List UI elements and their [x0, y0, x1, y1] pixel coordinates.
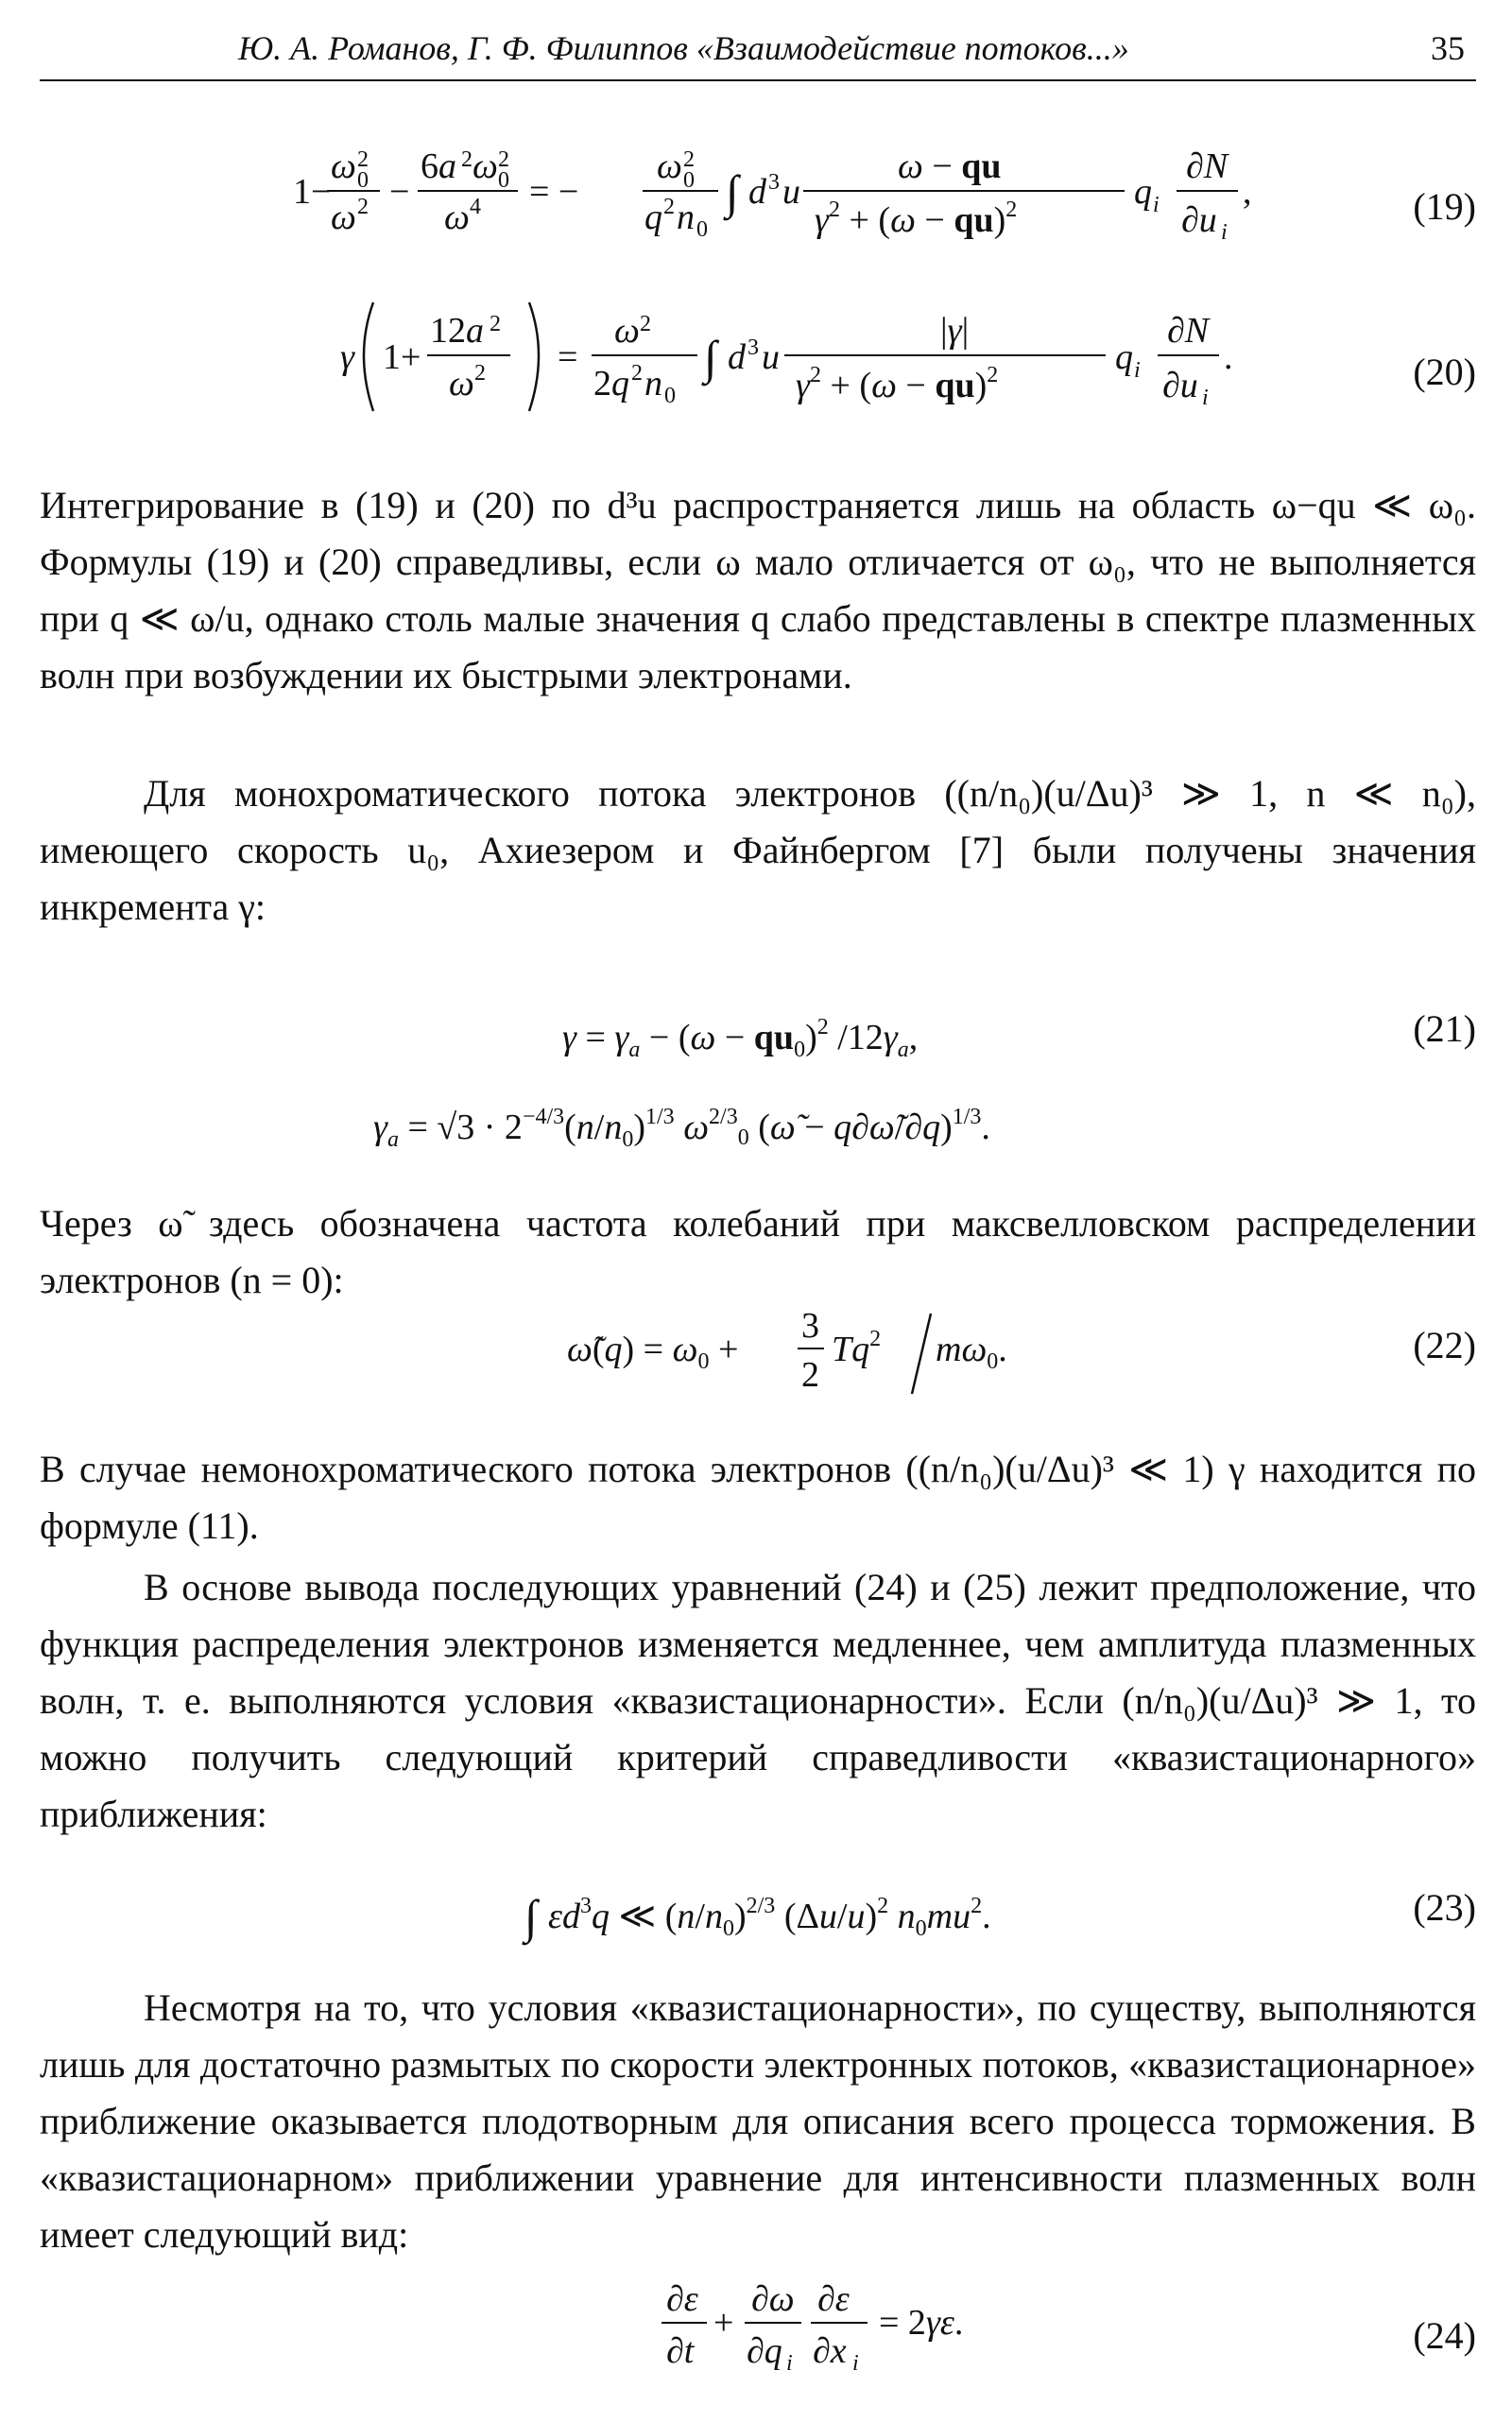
equation-22-formula — [0, 1299, 1512, 1403]
svg-text:∫: ∫ — [704, 331, 717, 384]
equation-20 — [0, 293, 1512, 416]
svg-text:2: 2 — [474, 361, 486, 386]
svg-text:3: 3 — [801, 1306, 819, 1346]
paragraph-5: В основе вывода последующих уравнений (24) и (25) лежит предположение, что функция распределения электронов изменяется медленнее, чем амплитуда плазменных волн, т. е. выполняются условия «квазистационарности». Если (n/n₀)(u/Δu)³ ≫ 1, то можно получить следующий критерий справедливости «квазистационарного» приближения: — [40, 1566, 1476, 1835]
svg-text:γ2 + (ω − qu)2: $\gamma^2 + (\omega - qu)^2$ — [796, 363, 999, 405]
svg-text:0: 0 — [664, 384, 676, 408]
svg-text:ω: ω — [614, 311, 640, 351]
svg-text:i: i — [786, 2351, 793, 2376]
svg-text:∂q: ∂q — [747, 2331, 782, 2371]
equation-19-formula — [0, 132, 1512, 246]
svg-text:3: 3 — [747, 335, 759, 360]
svg-text:1+: 1+ — [383, 337, 421, 377]
svg-text:2: 2 — [357, 195, 369, 219]
svg-text:2: 2 — [631, 361, 643, 386]
svg-text:2: 2 — [498, 147, 509, 172]
svg-text:γ: γ — [340, 337, 354, 377]
svg-text:i: i — [1202, 386, 1209, 410]
svg-text:6a: 6a — [421, 146, 456, 186]
svg-text:|γ|: |γ| — [940, 311, 970, 351]
svg-text:0: 0 — [498, 168, 509, 193]
svg-text:2: 2 — [490, 312, 501, 336]
svg-text:γ2 + (ω − qu)2: $\gamma^2 + (\omega - qu)^2$ — [815, 198, 1018, 240]
svg-text:+: + — [713, 2303, 734, 2343]
svg-text:∂ε: ∂ε — [666, 2279, 698, 2319]
page-number: 35 — [1431, 29, 1465, 67]
svg-text:2: 2 — [663, 195, 675, 219]
svg-text:q: q — [1134, 172, 1152, 212]
svg-text:2: 2 — [683, 147, 695, 172]
svg-text:ω̃(q) = ω0 +: ω̃(q) = $\omega_0$ + — [567, 1330, 739, 1374]
svg-text:u: u — [762, 337, 780, 377]
equation-21-formula — [0, 997, 1512, 1073]
equation-21b — [0, 1087, 1512, 1162]
svg-text:γ = γa − (ω − qu0)2 /12γa,: $\gamma = \gamma_a - (\omega - qu_0)^2$ $/12\gamma_a$, — [562, 1015, 919, 1062]
svg-text:2: 2 — [640, 312, 651, 336]
svg-text:−: − — [389, 172, 410, 212]
equation-19-number: (19) — [1413, 185, 1476, 228]
equation-20-formula — [0, 293, 1512, 416]
svg-text:n: n — [644, 364, 662, 404]
svg-text:4: 4 — [470, 195, 481, 219]
svg-text:1−: 1− — [293, 172, 332, 212]
equation-23-number: (23) — [1413, 1886, 1476, 1929]
svg-text:12a: 12a — [430, 311, 484, 351]
paragraph-3: Через ω̃ здесь обозначена частота колебаний при максвелловском распределении электронов (n = 0): — [40, 1202, 1476, 1301]
svg-text:q: q — [1115, 337, 1133, 377]
svg-text:∂t: ∂t — [666, 2331, 695, 2371]
svg-text:n: n — [677, 198, 695, 237]
equation-24-formula — [0, 2268, 1512, 2381]
svg-text:=: = — [558, 337, 578, 377]
svg-text:∂u: ∂u — [1181, 200, 1217, 240]
paragraph-2: Для монохроматического потока электронов ((n/n₀)(u/Δu)³ ≫ 1, n ≪ n₀), имеющего скорость u₀, Ахиезером и Файнбергом [7] были получены значения инкремента γ: — [40, 772, 1476, 928]
svg-text:.: . — [1224, 337, 1233, 377]
svg-text:= 2γε.: = 2γε. — [879, 2303, 964, 2343]
running-title: Ю. А. Романов, Г. Ф. Филиппов «Взаимодействие потоков...» — [238, 29, 1129, 67]
paragraph-6: Несмотря на то, что условия «квазистационарности», по существу, выполняются лишь для достаточно размытых по скорости электронных потоков, «квазистационарное» приближение оказывается плодотворным для описания всего процесса торможения. В «квазистационарном» приближении уравнение для интенсивности плазменных волн имеет следующий вид: — [40, 1986, 1476, 2256]
paragraph-4: В случае немонохроматического потока электронов ((n/n₀)(u/Δu)³ ≪ 1) γ находится по формуле (11). — [40, 1448, 1476, 1547]
svg-text:0: 0 — [696, 217, 708, 242]
equation-22-number: (22) — [1413, 1324, 1476, 1366]
equation-19 — [0, 132, 1512, 246]
equation-24 — [0, 2268, 1512, 2381]
svg-text:ω: ω — [331, 198, 356, 237]
paragraph-1: Интегрирование в (19) и (20) по d³u распространяется лишь на область ω−qu ≪ ω₀. Формулы (19) и (20) справедливы, если ω мало отличается от ω₀, что не выполняется при q ≪ ω/u, однако столь малые значения q слабо представлены в спектре плазменных волн при возбуждении их быстрыми электронами. — [40, 484, 1476, 696]
svg-text:γa = √3 · 2−4/3(n/n0)1/3 ω2/30: $\gamma_a = √3 \cdot 2^{-4/3}(n/n_0)^{1/3}$ $\omega^{2/3}_0$ (ω̃ − q∂ω̃/∂q)$^{1/3}$. — [373, 1105, 990, 1152]
svg-text:ω − qu: ω − qu — [898, 146, 1002, 186]
svg-text:∂N: ∂N — [1186, 146, 1228, 186]
svg-text:∫: ∫ — [524, 1890, 538, 1943]
equation-23-formula — [0, 1876, 1512, 1951]
svg-text:i: i — [852, 2351, 859, 2376]
svg-text:2: 2 — [461, 147, 472, 172]
svg-text:,: , — [1243, 172, 1252, 212]
svg-text:d: d — [748, 172, 766, 212]
svg-text:Tq2: Tq$^2$ — [832, 1327, 882, 1369]
svg-text:ω: ω — [331, 146, 356, 186]
svg-text:q: q — [644, 198, 662, 237]
svg-text:∂u: ∂u — [1162, 366, 1198, 405]
svg-text:= −: = − — [529, 172, 579, 212]
svg-text:ω: ω — [472, 146, 498, 186]
svg-text:i: i — [1153, 193, 1160, 217]
equation-23 — [0, 1876, 1512, 1951]
svg-text:2: 2 — [357, 147, 369, 172]
svg-text:∂ω: ∂ω — [751, 2279, 795, 2319]
svg-text:0: 0 — [683, 168, 695, 193]
svg-text:u: u — [782, 172, 800, 212]
equation-24-number: (24) — [1413, 2314, 1476, 2357]
svg-text:∂x: ∂x — [813, 2331, 847, 2371]
svg-text:∂ε: ∂ε — [817, 2279, 850, 2319]
equation-22 — [0, 1299, 1512, 1403]
svg-text:εd3q ≪ (n/n0)2/3 (Δu/u)2 n0mu2: $\varepsilon d^3q$ ≪ $(n/n_0)^{2/3}$ $(\Delta u/u)^2$ $n_0mu^2$. — [548, 1894, 991, 1941]
svg-text:∂N: ∂N — [1167, 311, 1210, 351]
svg-text:d: d — [728, 337, 746, 377]
equation-21 — [0, 997, 1512, 1073]
equation-21-number: (21) — [1413, 1007, 1476, 1050]
running-header — [40, 23, 1476, 81]
svg-text:ω: ω — [444, 198, 470, 237]
svg-text:0: 0 — [357, 168, 369, 193]
svg-text:∫: ∫ — [726, 165, 739, 218]
svg-text:i: i — [1134, 358, 1141, 383]
equation-21b-formula — [0, 1087, 1512, 1162]
svg-text:ω: ω — [449, 364, 474, 404]
svg-text:mω0.: $m\omega_0$. — [936, 1330, 1007, 1374]
svg-text:i: i — [1221, 220, 1228, 245]
svg-text:2q: 2q — [593, 364, 629, 404]
svg-text:ω: ω — [657, 146, 682, 186]
svg-text:3: 3 — [768, 170, 780, 195]
equation-20-number: (20) — [1413, 351, 1476, 393]
svg-text:2: 2 — [801, 1355, 819, 1395]
